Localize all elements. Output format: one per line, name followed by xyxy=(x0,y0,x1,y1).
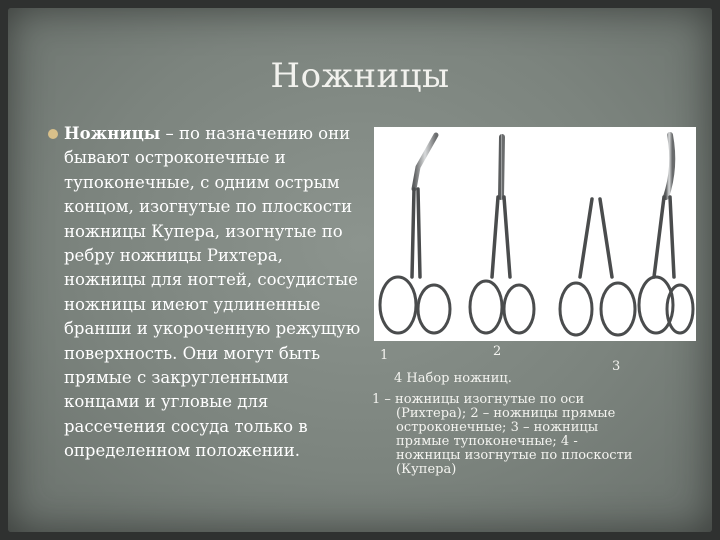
scissors-4-icon xyxy=(639,135,693,333)
body-paragraph xyxy=(64,122,364,464)
figure-caption-line: 1 – ножницы изогнутые по оси xyxy=(372,392,585,407)
body-lead: Ножницы xyxy=(64,124,161,143)
figure-caption-title: 4 Набор ножниц. xyxy=(394,371,512,386)
figure-caption-line: ножницы изогнутые по плоскости xyxy=(396,448,633,463)
bullet-icon xyxy=(48,129,58,139)
scissors-illustration xyxy=(374,127,696,341)
figure-caption-line: (Рихтера); 2 – ножницы прямые xyxy=(396,406,616,421)
body-rest: – по назначению они бывают остроконечные и тупоконечные, с одним острым концом, изогнутые по плоскости ножницы Купера, изогнутые по ребру ножницы Рихтера, ножницы для ногтей, сосудистые ножницы имеют удлиненные бранши и укороченную режущую поверхность. Они могут быть прямые с закругленными концами и угловые для рассечения сосуда только в определенном положении. xyxy=(64,124,361,461)
figure-caption-line: (Купера) xyxy=(396,462,457,477)
scissors-3-icon xyxy=(560,137,635,335)
figure-number-2: 2 xyxy=(493,344,502,359)
figure-number-1: 1 xyxy=(380,348,389,363)
figure-caption-line: остроконечные; 3 – ножницы xyxy=(396,420,599,435)
figure-number-3: 3 xyxy=(612,359,621,374)
scissors-1-icon xyxy=(380,135,450,333)
scissors-2-icon xyxy=(470,137,534,333)
scissors-photo xyxy=(374,127,696,341)
figure-caption-line: прямые тупоконечные; 4 - xyxy=(396,434,578,449)
slide-title: Ножницы xyxy=(270,56,450,96)
